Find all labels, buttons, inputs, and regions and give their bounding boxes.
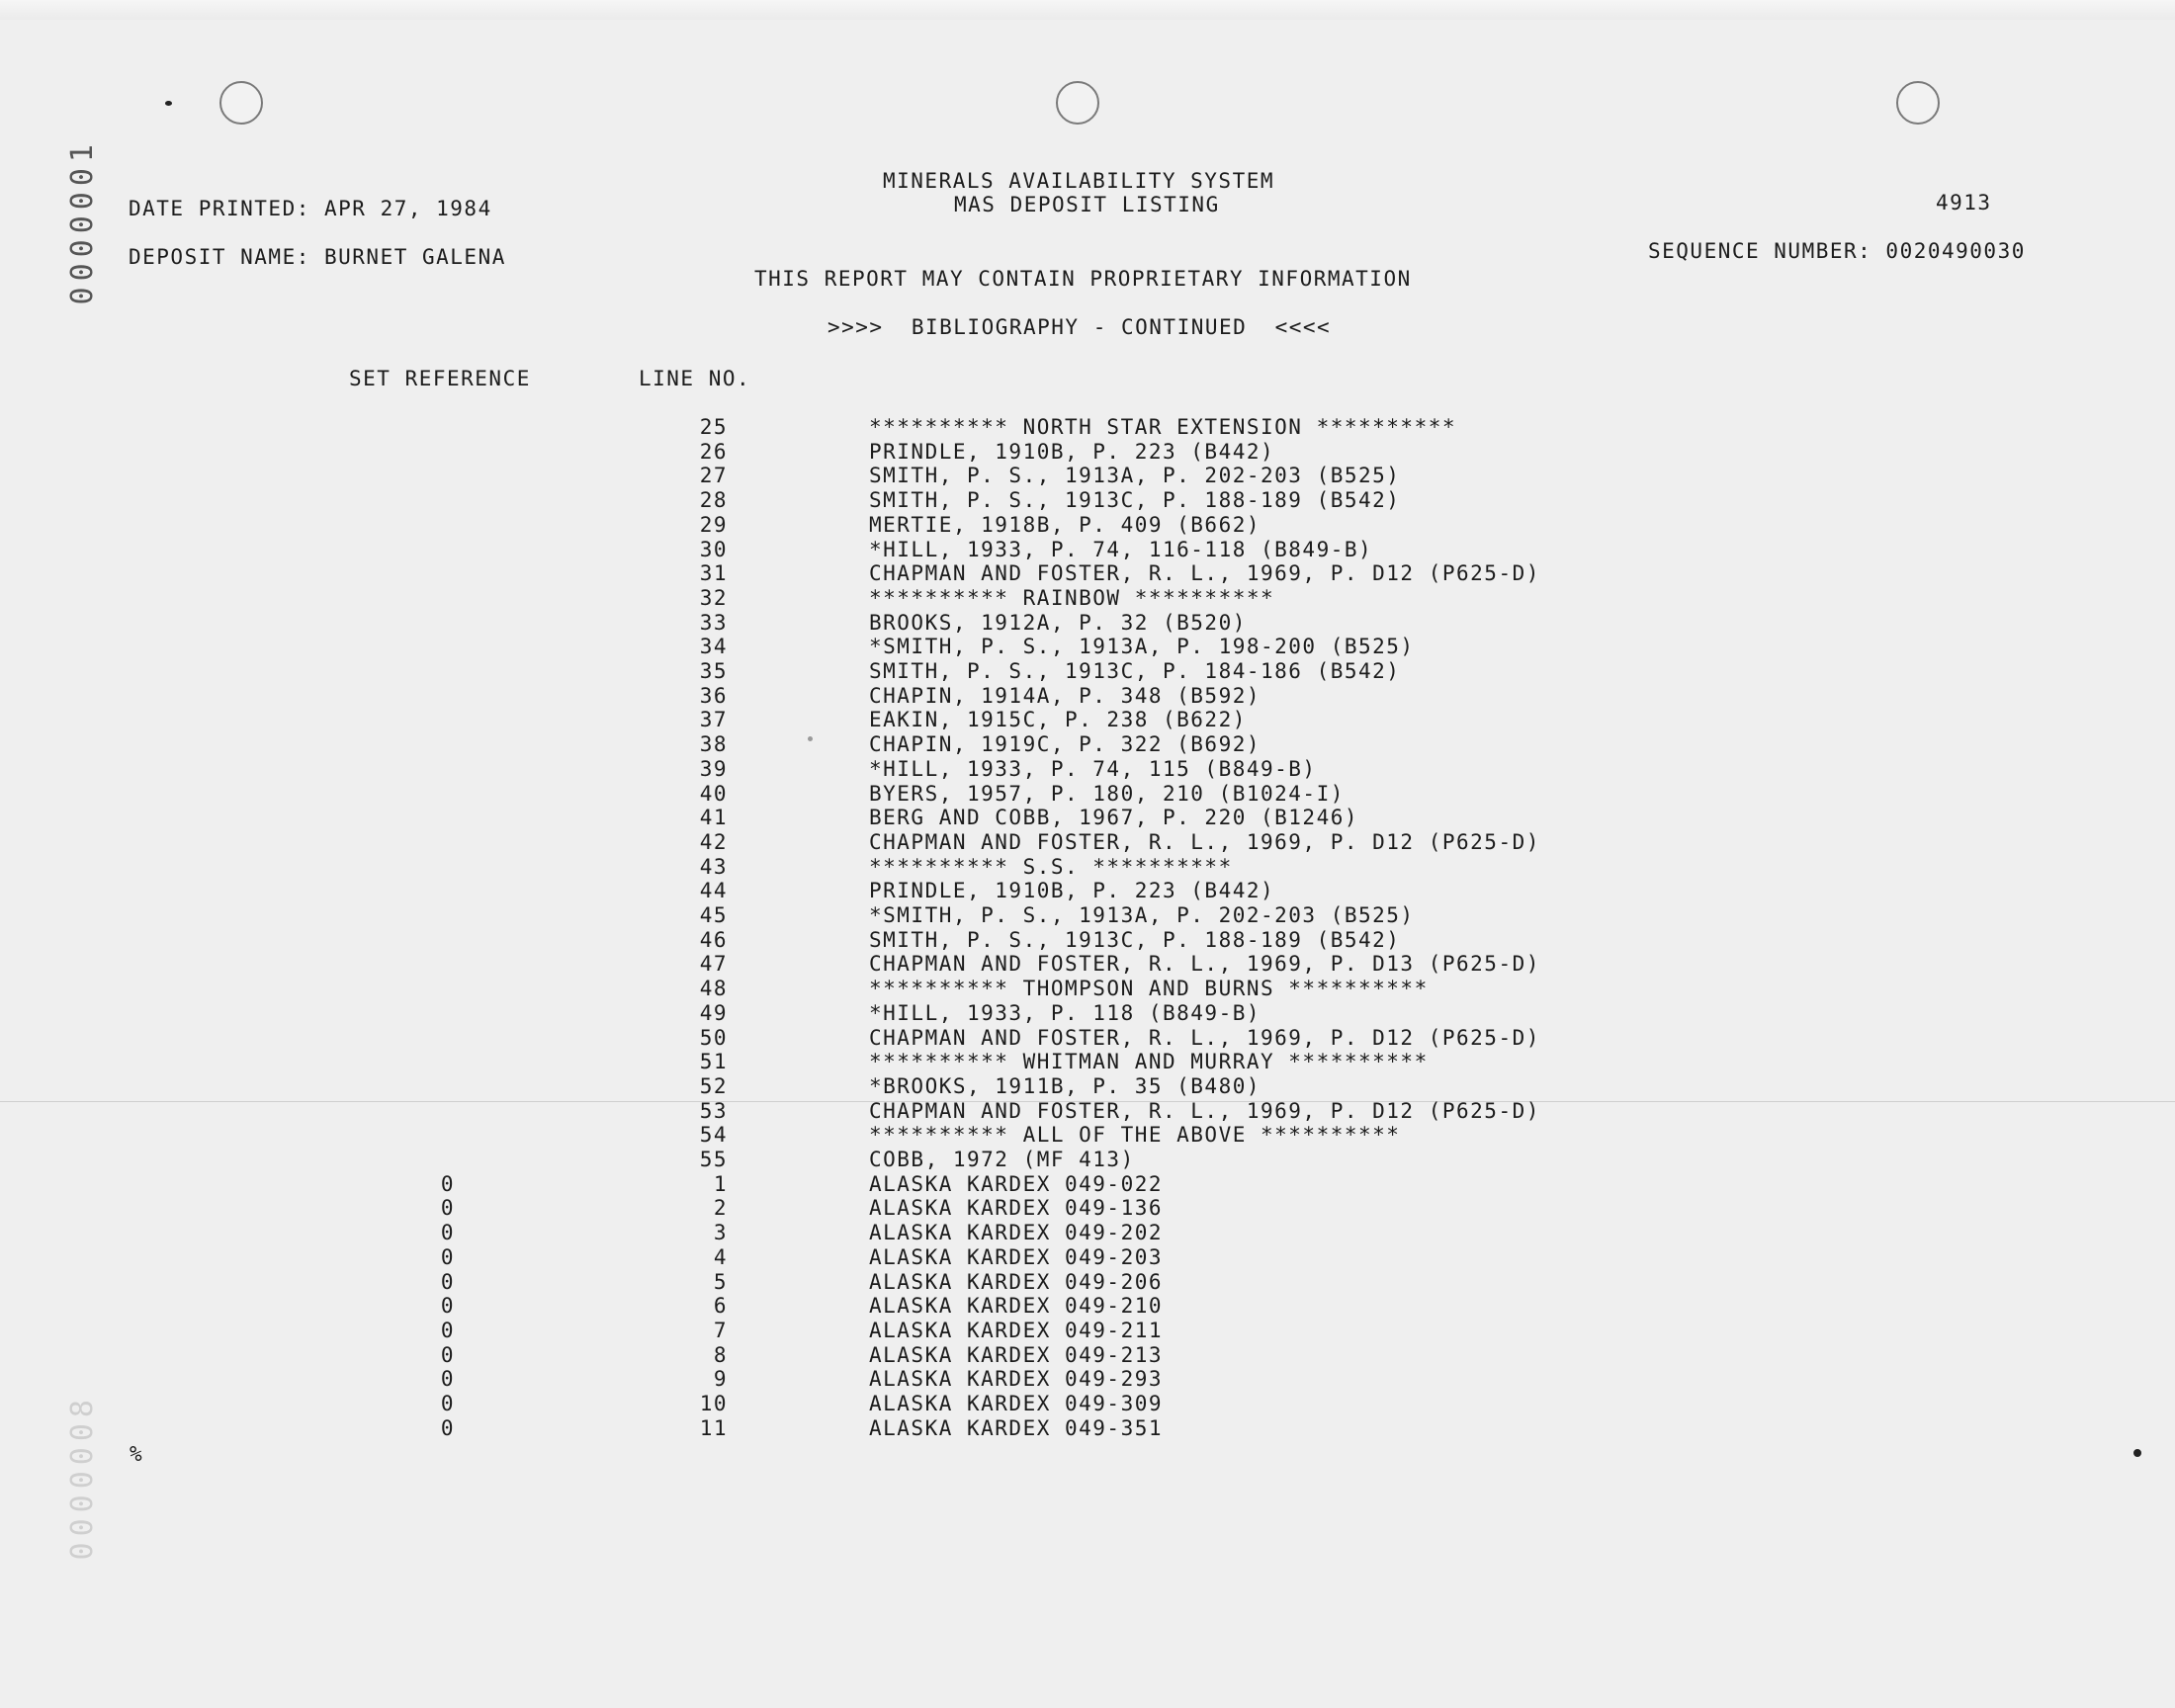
section-title: >>>> BIBLIOGRAPHY - CONTINUED <<<< bbox=[827, 315, 1332, 339]
listing-title: MAS DEPOSIT LISTING bbox=[954, 193, 1220, 216]
set-reference-cell: 0 bbox=[440, 1269, 455, 1294]
line-number-cell: 33 bbox=[699, 610, 728, 635]
speck bbox=[165, 101, 172, 106]
set-reference-cell: 0 bbox=[440, 1244, 455, 1269]
reference-text: EAKIN, 1915C, P. 238 (B622) bbox=[869, 708, 1247, 732]
line-number-cell: 7 bbox=[713, 1318, 728, 1342]
column-header-line-no: LINE NO. bbox=[639, 367, 751, 390]
reference-text: SMITH, P. S., 1913A, P. 202-203 (B525) bbox=[869, 464, 1401, 488]
set-reference-cell: 0 bbox=[440, 1342, 455, 1367]
reference-text: ALASKA KARDEX 049-293 bbox=[869, 1367, 1164, 1392]
reference-text: SMITH, P. S., 1913C, P. 184-186 (B542) bbox=[869, 659, 1401, 683]
line-number-cell: 3 bbox=[713, 1221, 728, 1245]
line-number-cell: 30 bbox=[699, 537, 728, 561]
reference-text: BROOKS, 1912A, P. 32 (B520) bbox=[869, 610, 1247, 635]
reference-text: CHAPMAN AND FOSTER, R. L., 1969, P. D12 (P625-D) bbox=[869, 1098, 1540, 1123]
proprietary-notice: THIS REPORT MAY CONTAIN PROPRIETARY INFORMATION bbox=[754, 267, 1412, 291]
line-number-cell: 11 bbox=[699, 1415, 728, 1440]
punch-hole-left bbox=[219, 81, 263, 125]
line-number-cell: 52 bbox=[699, 1073, 728, 1098]
set-reference-cell: 0 bbox=[440, 1294, 455, 1319]
reference-text: CHAPMAN AND FOSTER, R. L., 1969, P. D12 (P625-D) bbox=[869, 1025, 1540, 1050]
line-number-cell: 47 bbox=[699, 952, 728, 977]
line-number-cell: 31 bbox=[699, 561, 728, 586]
line-number-cell: 41 bbox=[699, 806, 728, 830]
line-number-cell: 34 bbox=[699, 635, 728, 659]
line-number-cell: 45 bbox=[699, 903, 728, 927]
set-reference-cell: 0 bbox=[440, 1171, 455, 1196]
set-reference-cell: 0 bbox=[440, 1415, 455, 1440]
reference-text: ALASKA KARDEX 049-211 bbox=[869, 1318, 1164, 1342]
deposit-name: DEPOSIT NAME: BURNET GALENA bbox=[129, 245, 506, 269]
line-number-cell: 26 bbox=[699, 439, 728, 464]
line-number-cell: 51 bbox=[699, 1050, 728, 1074]
column-header-set-reference: SET REFERENCE bbox=[349, 367, 531, 390]
line-number-cell: 53 bbox=[699, 1098, 728, 1123]
line-number-cell: 49 bbox=[699, 1000, 728, 1025]
speck bbox=[2133, 1449, 2141, 1457]
system-title: MINERALS AVAILABILITY SYSTEM bbox=[883, 169, 1275, 193]
line-number-cell: 10 bbox=[699, 1392, 728, 1415]
reference-text: PRINDLE, 1910B, P. 223 (B442) bbox=[869, 439, 1275, 464]
reference-text: ********** ALL OF THE ABOVE ********** bbox=[869, 1123, 1401, 1148]
reference-text: ALASKA KARDEX 049-213 bbox=[869, 1342, 1164, 1367]
reference-text: ********** S.S. ********** bbox=[869, 854, 1233, 879]
reference-text: ALASKA KARDEX 049-022 bbox=[869, 1171, 1164, 1196]
reference-text: ALASKA KARDEX 049-351 bbox=[869, 1415, 1164, 1440]
reference-text: *HILL, 1933, P. 118 (B849-B) bbox=[869, 1000, 1262, 1025]
line-number-cell: 35 bbox=[699, 659, 728, 683]
footer-mark: % bbox=[130, 1442, 144, 1466]
reference-text: MERTIE, 1918B, P. 409 (B662) bbox=[869, 512, 1262, 537]
reference-text: *BROOKS, 1911B, P. 35 (B480) bbox=[869, 1073, 1262, 1098]
reference-text: CHAPMAN AND FOSTER, R. L., 1969, P. D12 (P625-D) bbox=[869, 561, 1540, 586]
line-number-cell: 9 bbox=[713, 1367, 728, 1392]
line-number-cell: 55 bbox=[699, 1148, 728, 1171]
line-number-cell: 38 bbox=[699, 732, 728, 757]
line-number-cell: 4 bbox=[713, 1244, 728, 1269]
punch-hole-right bbox=[1896, 81, 1940, 125]
line-number-cell: 54 bbox=[699, 1123, 728, 1148]
reference-text: *SMITH, P. S., 1913A, P. 202-203 (B525) bbox=[869, 903, 1415, 927]
reference-text: *HILL, 1933, P. 74, 116-118 (B849-B) bbox=[869, 537, 1373, 561]
line-number-cell: 25 bbox=[699, 415, 728, 439]
reference-text: CHAPIN, 1914A, P. 348 (B592) bbox=[869, 683, 1262, 708]
reference-text: ALASKA KARDEX 049-202 bbox=[869, 1221, 1164, 1245]
fiche-number-faint: 0000008 bbox=[65, 1394, 100, 1561]
sequence-number: SEQUENCE NUMBER: 0020490030 bbox=[1648, 239, 2026, 263]
line-number-cell: 42 bbox=[699, 829, 728, 854]
set-reference-cell: 0 bbox=[440, 1318, 455, 1342]
reference-text: BYERS, 1957, P. 180, 210 (B1024-I) bbox=[869, 781, 1345, 806]
line-number-cell: 6 bbox=[713, 1294, 728, 1319]
reference-text: SMITH, P. S., 1913C, P. 188-189 (B542) bbox=[869, 927, 1401, 952]
line-number-cell: 40 bbox=[699, 781, 728, 806]
speck bbox=[808, 736, 813, 741]
reference-text: CHAPMAN AND FOSTER, R. L., 1969, P. D13 (P625-D) bbox=[869, 952, 1540, 977]
line-number-cell: 43 bbox=[699, 854, 728, 879]
reference-text: ********** NORTH STAR EXTENSION ********** bbox=[869, 415, 1457, 439]
set-reference-cell: 0 bbox=[440, 1367, 455, 1392]
paper-top-edge bbox=[0, 0, 2175, 20]
set-reference-cell: 0 bbox=[440, 1196, 455, 1221]
reference-text: ********** RAINBOW ********** bbox=[869, 585, 1275, 610]
line-number-cell: 2 bbox=[713, 1196, 728, 1221]
reference-text: ALASKA KARDEX 049-206 bbox=[869, 1269, 1164, 1294]
line-number-cell: 8 bbox=[713, 1342, 728, 1367]
line-number-cell: 27 bbox=[699, 464, 728, 488]
line-number-cell: 29 bbox=[699, 512, 728, 537]
reference-text: ********** THOMPSON AND BURNS ********** bbox=[869, 977, 1429, 1001]
reference-text: ALASKA KARDEX 049-203 bbox=[869, 1244, 1164, 1269]
reference-text: CHAPMAN AND FOSTER, R. L., 1969, P. D12 (P625-D) bbox=[869, 829, 1540, 854]
reference-text: ALASKA KARDEX 049-136 bbox=[869, 1196, 1164, 1221]
line-number-cell: 36 bbox=[699, 683, 728, 708]
set-reference-cell: 0 bbox=[440, 1221, 455, 1245]
line-number-cell: 50 bbox=[699, 1025, 728, 1050]
line-number-cell: 39 bbox=[699, 756, 728, 781]
reference-text: ALASKA KARDEX 049-210 bbox=[869, 1294, 1164, 1319]
line-number-cell: 32 bbox=[699, 585, 728, 610]
line-number-cell: 1 bbox=[713, 1171, 728, 1196]
reference-text: BERG AND COBB, 1967, P. 220 (B1246) bbox=[869, 806, 1359, 830]
line-number-cell: 28 bbox=[699, 488, 728, 513]
reference-text: ********** WHITMAN AND MURRAY ********** bbox=[869, 1050, 1429, 1074]
reference-text: *SMITH, P. S., 1913A, P. 198-200 (B525) bbox=[869, 635, 1415, 659]
reference-text: CHAPIN, 1919C, P. 322 (B692) bbox=[869, 732, 1262, 757]
punch-hole-center bbox=[1056, 81, 1099, 125]
reference-text: *HILL, 1933, P. 74, 115 (B849-B) bbox=[869, 756, 1317, 781]
reference-text: COBB, 1972 (MF 413) bbox=[869, 1148, 1135, 1171]
page-number: 4913 bbox=[1936, 191, 1992, 214]
date-printed: DATE PRINTED: APR 27, 1984 bbox=[129, 197, 492, 220]
line-number-cell: 37 bbox=[699, 708, 728, 732]
line-number-cell: 46 bbox=[699, 927, 728, 952]
fiche-number: 0000001 bbox=[65, 138, 100, 305]
reference-text: ALASKA KARDEX 049-309 bbox=[869, 1392, 1164, 1415]
reference-text: PRINDLE, 1910B, P. 223 (B442) bbox=[869, 879, 1275, 903]
set-reference-cell: 0 bbox=[440, 1392, 455, 1415]
line-number-cell: 5 bbox=[713, 1269, 728, 1294]
line-number-cell: 44 bbox=[699, 879, 728, 903]
line-number-cell: 48 bbox=[699, 977, 728, 1001]
reference-text: SMITH, P. S., 1913C, P. 188-189 (B542) bbox=[869, 488, 1401, 513]
